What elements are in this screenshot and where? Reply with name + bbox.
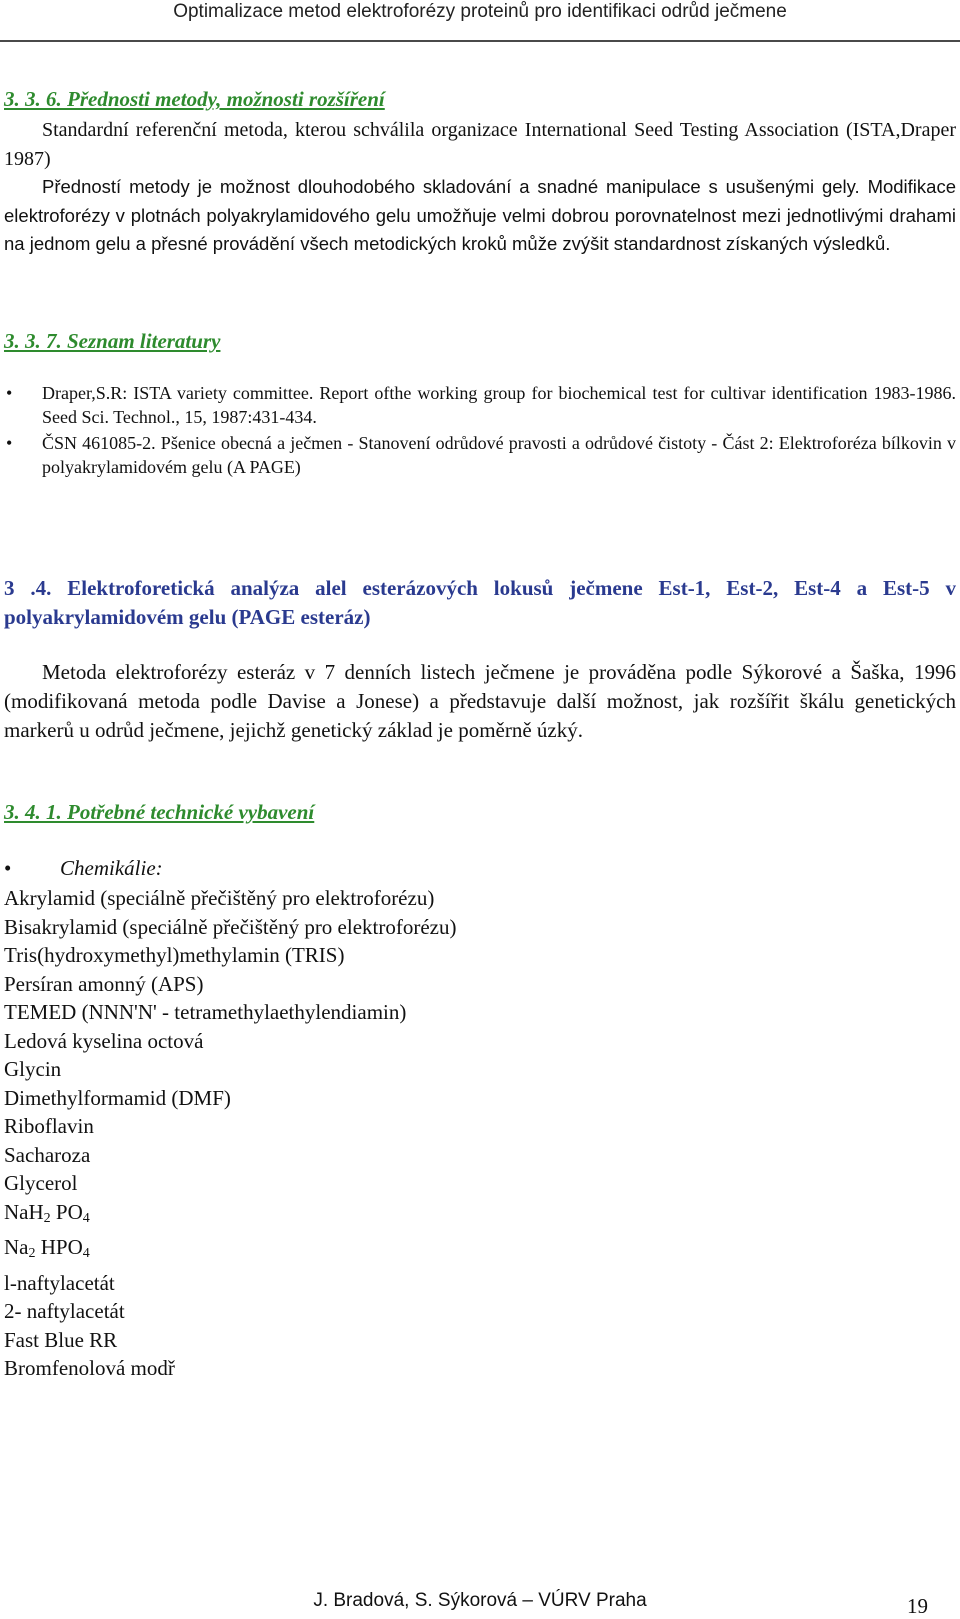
paragraph-esterase: Metoda elektroforézy esteráz v 7 denních listech ječmene je prováděna podle Sýkorové a Šaška, 1996 (modifikovaná metoda podle Davise a Jonese) a představuje další možnost, jak rozšířit škálu genetických markerů u odrůd ječmene, jejichž genetický základ je poměrně úzký. (4, 660, 956, 742)
chemical-item: Glycin (4, 1057, 62, 1081)
paragraph-advantages: Předností metody je možnost dlouhodobého skladování a snadné manipulace s usušenými gely. Modifikace elektroforézy v plotnách polyakrylamidového gelu umožňuje velmi dobrou porovnatelnost mezi jednotlivými drahami na jednom gelu a přesné provádění všech metodických kroků může zvýšit standardnost získaných výsledků. (4, 176, 956, 254)
bullet-icon: • (4, 856, 12, 880)
heading-341: 3. 4. 1. Potřebné technické vybavení (4, 800, 315, 824)
chemical-item: TEMED (NNN'N' - tetramethylaethylendiamin) (4, 1000, 407, 1024)
chemical-item: 2- naftylacetát (4, 1299, 125, 1323)
chemical-item-nah2po4: NaH$_2$ $PO_4$ (4, 1199, 90, 1226)
chemical-item: Dimethylformamid (DMF) (4, 1085, 231, 1110)
section-336-body (4, 116, 956, 259)
page-number: 19 (907, 1594, 928, 1618)
heading-34: 3 .4. Elektroforetická analýza alel esterázových lokusů ječmene Est-1, Est-2, Est-4 a Est-5 v polyakrylamidovém gelu (PAGE esteráz) (4, 576, 956, 629)
page-footer (0, 1586, 960, 1616)
bullet-icon: • (6, 383, 13, 403)
chemical-item: Bisakrylamid (speciálně přečištěný pro elektroforézu) (4, 914, 457, 939)
chemical-item: Riboflavin (4, 1114, 94, 1138)
reference-item (4, 431, 956, 479)
chemical-item: Fast Blue RR (4, 1327, 118, 1352)
bullet-icon: • (6, 433, 13, 453)
chemical-item: Bromfenolová modř (4, 1356, 175, 1380)
chemical-item: Tris(hydroxymethyl)methylamin (TRIS) (4, 943, 345, 967)
chemical-item-na2hpo4: $Na_2$ $HPO_4$ (4, 1235, 90, 1261)
heading-336: 3. 3. 6. Přednosti metody, možnosti rozšíření (4, 87, 385, 111)
reference-item (4, 381, 956, 429)
footer-authors: J. Bradová, S. Sýkorová – VÚRV Praha (313, 1590, 647, 1611)
chemical-item: l-naftylacetát (4, 1270, 115, 1295)
chemical-item: Persíran amonný (APS) (4, 971, 204, 996)
chemical-item: Ledová kyselina octová (4, 1028, 204, 1053)
header-title: Optimalizace metod elektroforézy proteinů pro identifikaci odrůd ječmene (173, 1, 787, 22)
reference-text: Draper,S.R: ISTA variety committee. Report ofthe working group for biochemical test for cultivar identification 1983-1986. Seed Sci. Technol., 15, 1987:431-434. (42, 383, 956, 427)
heading-337: 3. 3. 7. Seznam literatury (4, 329, 221, 353)
chemical-item: Sacharoza (4, 1142, 91, 1167)
header-rule (0, 40, 960, 42)
chemical-item: Akrylamid (speciálně přečištěný pro elektroforézu) (4, 886, 435, 910)
reference-text: ČSN 461085-2. Pšenice obecná a ječmen - Stanovení odrůdové pravosti a odrůdové čistoty - Část 2: Elektroforéza bílkovin v polyakrylamidovém gelu (A PAGE) (42, 433, 956, 477)
reference-list (4, 381, 956, 479)
paragraph-ista: Standardní referenční metoda, kterou schválila organizace International Seed Testing Association (ISTA,Draper 1987) (4, 119, 956, 170)
chemicals-list (4, 884, 456, 1383)
chemicals-heading (4, 856, 163, 881)
chemicals-label: Chemikálie: (60, 856, 163, 880)
chemical-item: Glycerol (4, 1171, 78, 1195)
